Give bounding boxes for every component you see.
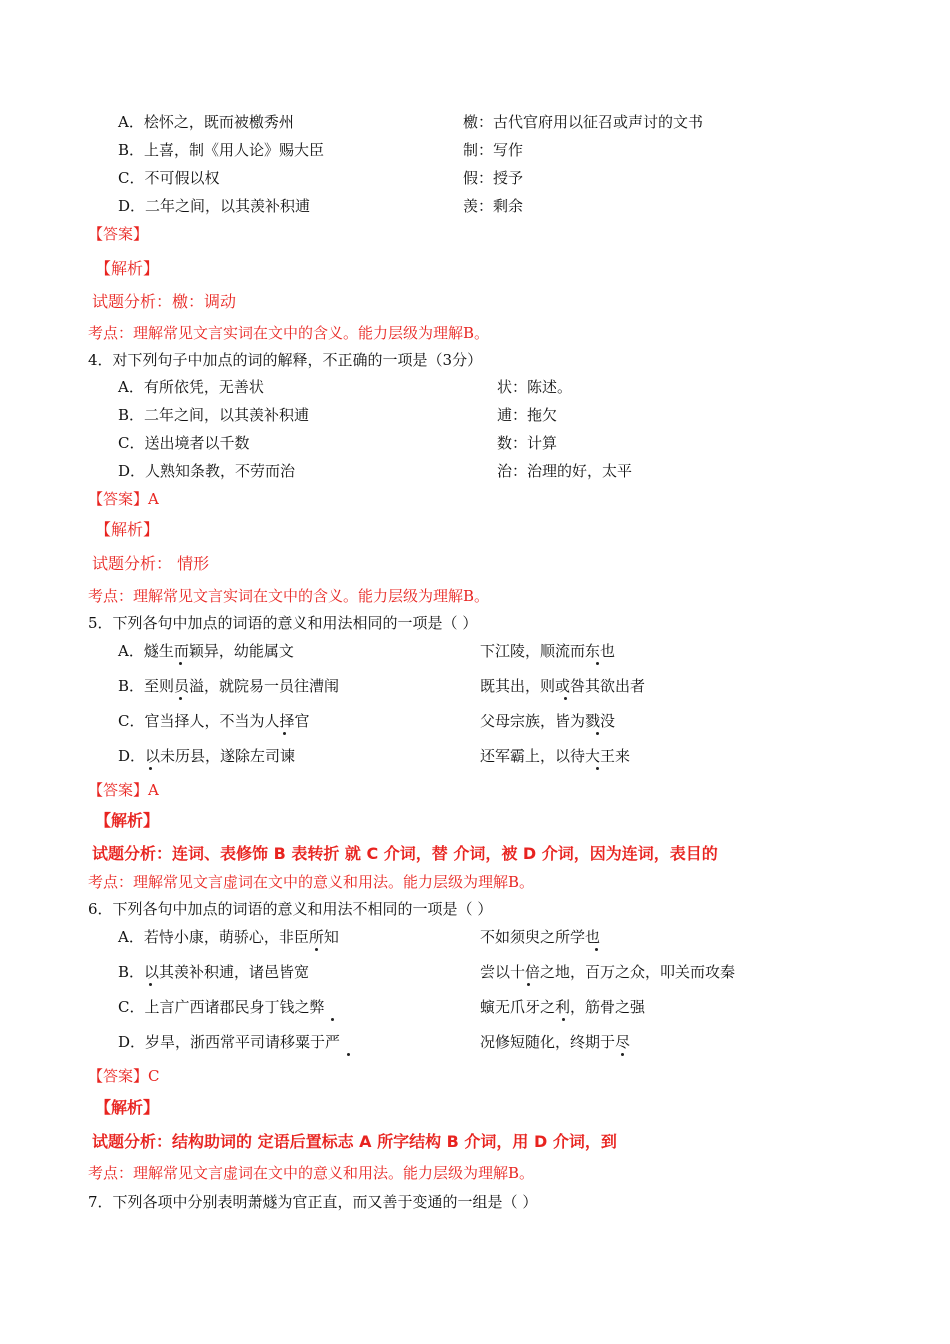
q3-jiexi: 【解析】 <box>95 259 160 278</box>
emphasis-dot <box>347 1053 350 1056</box>
q6-option-a: A．若恃小康，萌骄心，非臣所知 <box>118 928 339 946</box>
q5-option-a-compare: 下江陵，顺流而东也 <box>480 642 616 660</box>
emphasis-dot <box>527 983 530 986</box>
emphasis-dot <box>621 1053 624 1056</box>
q6-option-d-compare: 况修短随化，终期于尽 <box>480 1033 631 1051</box>
q6-kaodian: 考点：理解常见文言虚词在文中的意义和用法。能力层级为理解B。 <box>88 1164 535 1182</box>
emphasis-dot <box>179 662 182 665</box>
q4-option-c: C．送出境者以千数 <box>118 434 250 452</box>
q5-analysis: 试题分析：连词、表修饰 B 表转折 就 C 介词，替 介词，被 D 介词，因为连词，表目的 <box>92 844 718 863</box>
q4-option-d: D．人熟知条教，不劳而治 <box>118 462 296 480</box>
q7-stem: 7．下列各项中分别表明萧燧为官正直，而又善于变通的一组是（ ） <box>88 1193 538 1211</box>
emphasis-dot <box>564 697 567 700</box>
q4-option-b-gloss: 逋：拖欠 <box>497 406 558 424</box>
emphasis-dot <box>596 767 599 770</box>
emphasis-dot <box>315 948 318 951</box>
q3-option-d-gloss: 羡：剩余 <box>463 197 524 215</box>
q3-option-d: D．二年之间，以其羡补积逋 <box>118 197 311 215</box>
q6-option-d: D．岁旱，浙西常平司请移粟于严 <box>118 1033 341 1051</box>
emphasis-dot <box>595 948 598 951</box>
q4-jiexi: 【解析】 <box>95 520 160 539</box>
q6-option-b: B．以其羡补积逋，诸邑皆宽 <box>118 963 310 981</box>
emphasis-dot <box>596 662 599 665</box>
q4-kaodian: 考点：理解常见文言实词在文中的含义。能力层级为理解B。 <box>88 587 490 605</box>
q3-analysis: 试题分析：檄：调动 <box>92 292 237 311</box>
emphasis-dot <box>562 1018 565 1021</box>
q3-option-b: B．上喜，制《用人论》赐大臣 <box>118 141 325 159</box>
q6-option-a-compare: 不如须臾之所学也 <box>480 928 601 946</box>
q3-kaodian: 考点：理解常见文言实词在文中的含义。能力层级为理解B。 <box>88 324 490 342</box>
q3-option-a-gloss: 檄：古代官府用以征召或声讨的文书 <box>463 113 704 131</box>
q3-answer: 【答案】 <box>88 225 149 243</box>
q4-stem: 4．对下列句子中加点的词的解释，不正确的一项是（3分） <box>88 351 483 369</box>
emphasis-dot <box>331 1018 334 1021</box>
q6-analysis: 试题分析：结构助词的 定语后置标志 A 所字结构 B 介词，用 D 介词，到 <box>92 1132 617 1151</box>
q6-option-b-compare: 尝以十倍之地，百万之众，叩关而攻秦 <box>480 963 736 981</box>
emphasis-dot <box>179 697 182 700</box>
emphasis-dot <box>596 732 599 735</box>
q6-answer: 【答案】C <box>88 1067 160 1085</box>
q6-jiexi: 【解析】 <box>95 1098 160 1117</box>
q5-kaodian: 考点：理解常见文言虚词在文中的意义和用法。能力层级为理解B。 <box>88 873 535 891</box>
emphasis-dot <box>149 767 152 770</box>
q3-option-b-gloss: 制：写作 <box>463 141 524 159</box>
q5-stem: 5．下列各句中加点的词语的意义和用法相同的一项是（ ） <box>88 614 478 632</box>
q5-option-d: D．以未历县，遂除左司谏 <box>118 747 296 765</box>
q5-option-b-compare: 既其出，则或咎其欲出者 <box>480 677 646 695</box>
q5-answer: 【答案】A <box>88 781 159 799</box>
q5-option-c-compare: 父母宗族，皆为戮没 <box>480 712 616 730</box>
q5-option-a: A．燧生而颖异，幼能属文 <box>118 642 294 660</box>
q3-option-c: C．不可假以权 <box>118 169 220 187</box>
emphasis-dot <box>149 983 152 986</box>
q4-answer: 【答案】A <box>88 490 159 508</box>
q4-option-c-gloss: 数：计算 <box>497 434 558 452</box>
q3-option-a: A．桧怀之，既而被檄秀州 <box>118 113 294 131</box>
q3-option-c-gloss: 假：授予 <box>463 169 524 187</box>
q5-jiexi: 【解析】 <box>95 811 160 830</box>
q4-option-a: A．有所依凭，无善状 <box>118 378 264 396</box>
q6-stem: 6．下列各句中加点的词语的意义和用法不相同的一项是（ ） <box>88 900 493 918</box>
q6-option-c-compare: 螾无爪牙之利，筋骨之强 <box>480 998 646 1016</box>
q4-option-b: B．二年之间，以其羡补积逋 <box>118 406 310 424</box>
q6-option-c: C．上言广西诸郡民身丁钱之弊 <box>118 998 325 1016</box>
q4-analysis: 试题分析： 情形 <box>92 554 210 573</box>
q5-option-c: C．官当择人，不当为人择官 <box>118 712 310 730</box>
q5-option-b: B．至则员溢，就院易一员往漕闱 <box>118 677 340 695</box>
q4-option-d-gloss: 治：治理的好，太平 <box>497 462 633 480</box>
q4-option-a-gloss: 状：陈述。 <box>497 378 573 396</box>
emphasis-dot <box>283 732 286 735</box>
q5-option-d-compare: 还军霸上，以待大王来 <box>480 747 631 765</box>
